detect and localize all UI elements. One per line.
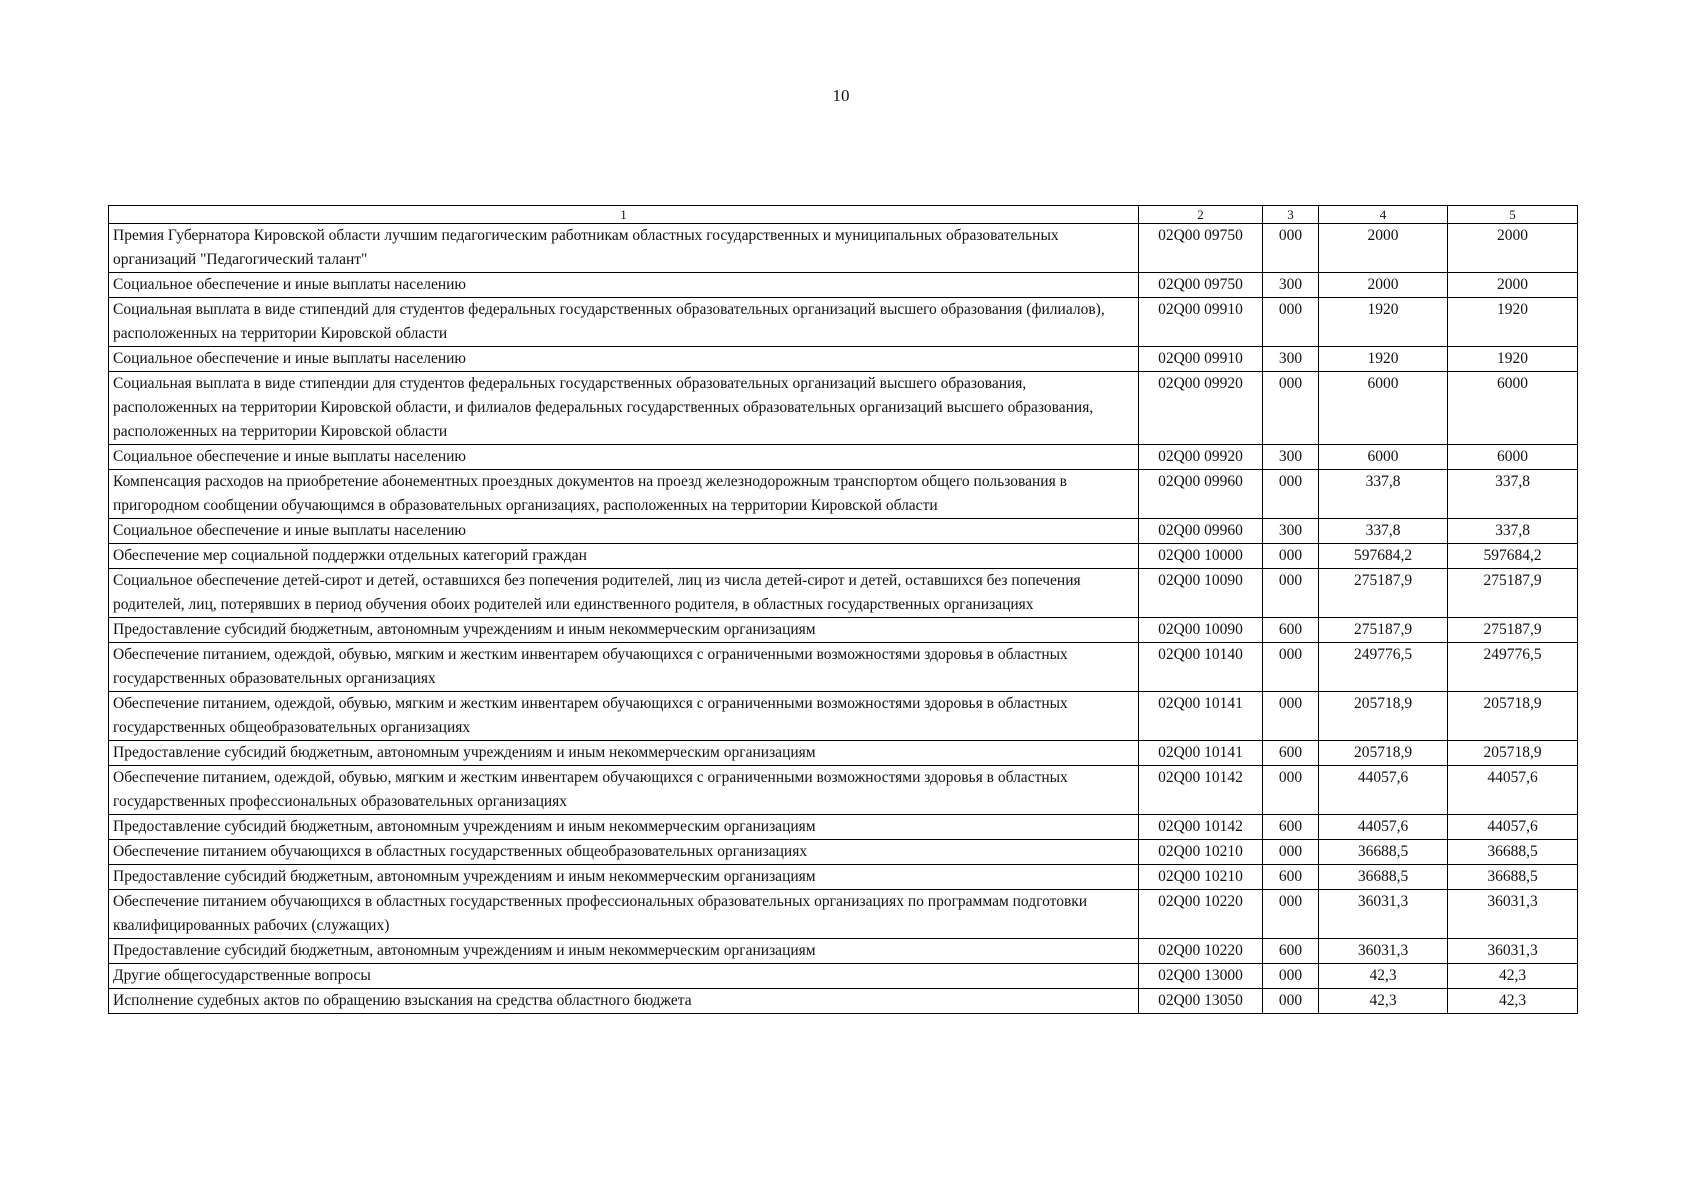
item-name-cell: Предоставление субсидий бюджетным, автономным учреждениям и иным некоммерческим организациям	[109, 815, 1139, 840]
expense-type-cell: 000	[1263, 989, 1319, 1014]
amount-col5-cell: 36688,5	[1448, 840, 1578, 865]
item-name-cell: Социальная выплата в виде стипендии для студентов федеральных государственных образовательных организаций высшего образования, расположенных на территории Кировской области, и филиалов федеральных государственных образовательных организаций высшего образования, расположенных на территории Кировской области	[109, 372, 1139, 445]
table-row	[109, 347, 1578, 372]
budget-code-cell: 02Q00 09960	[1139, 519, 1263, 544]
amount-col5-cell: 275187,9	[1448, 618, 1578, 643]
amount-col5-cell: 249776,5	[1448, 643, 1578, 692]
item-name-cell: Обеспечение питанием, одеждой, обувью, мягким и жестким инвентарем обучающихся с ограниченными возможностями здоровья в областных государственных общеобразовательных организациях	[109, 692, 1139, 741]
amount-col4-cell: 1920	[1319, 347, 1448, 372]
budget-code-cell: 02Q00 10220	[1139, 890, 1263, 939]
table-row	[109, 618, 1578, 643]
table-row	[109, 569, 1578, 618]
amount-col4-cell: 337,8	[1319, 470, 1448, 519]
expense-type-cell: 000	[1263, 544, 1319, 569]
budget-code-cell: 02Q00 10220	[1139, 939, 1263, 964]
table-row	[109, 445, 1578, 470]
budget-code-cell: 02Q00 10142	[1139, 766, 1263, 815]
expense-type-cell: 000	[1263, 224, 1319, 273]
amount-col5-cell: 36688,5	[1448, 865, 1578, 890]
item-name-cell: Исполнение судебных актов по обращению взыскания на средства областного бюджета	[109, 989, 1139, 1014]
amount-col4-cell: 6000	[1319, 445, 1448, 470]
item-name-cell: Предоставление субсидий бюджетным, автономным учреждениям и иным некоммерческим организациям	[109, 865, 1139, 890]
expense-type-cell: 000	[1263, 840, 1319, 865]
column-header-2: 2	[1139, 206, 1263, 224]
budget-code-cell: 02Q00 13000	[1139, 964, 1263, 989]
column-header-3: 3	[1263, 206, 1319, 224]
amount-col5-cell: 42,3	[1448, 964, 1578, 989]
header-row	[109, 206, 1578, 224]
item-name-cell: Социальное обеспечение и иные выплаты населению	[109, 273, 1139, 298]
budget-code-cell: 02Q00 10141	[1139, 741, 1263, 766]
expense-type-cell: 000	[1263, 372, 1319, 445]
expense-type-cell: 000	[1263, 569, 1319, 618]
table-row	[109, 766, 1578, 815]
item-name-cell: Предоставление субсидий бюджетным, автономным учреждениям и иным некоммерческим организациям	[109, 618, 1139, 643]
item-name-cell: Предоставление субсидий бюджетным, автономным учреждениям и иным некоммерческим организациям	[109, 741, 1139, 766]
table-row	[109, 470, 1578, 519]
table-row	[109, 840, 1578, 865]
budget-table	[108, 205, 1578, 1014]
amount-col4-cell: 275187,9	[1319, 569, 1448, 618]
budget-code-cell: 02Q00 10090	[1139, 569, 1263, 618]
item-name-cell: Премия Губернатора Кировской области лучшим педагогическим работникам областных государственных и муниципальных образовательных организаций "Педагогический талант"	[109, 224, 1139, 273]
table-row	[109, 815, 1578, 840]
budget-code-cell: 02Q00 10090	[1139, 618, 1263, 643]
amount-col5-cell: 2000	[1448, 224, 1578, 273]
budget-code-cell: 02Q00 10142	[1139, 815, 1263, 840]
budget-code-cell: 02Q00 09920	[1139, 372, 1263, 445]
table-row	[109, 544, 1578, 569]
table-row	[109, 298, 1578, 347]
item-name-cell: Предоставление субсидий бюджетным, автономным учреждениям и иным некоммерческим организациям	[109, 939, 1139, 964]
item-name-cell: Обеспечение питанием, одеждой, обувью, мягким и жестким инвентарем обучающихся с ограниченными возможностями здоровья в областных государственных профессиональных образовательных организациях	[109, 766, 1139, 815]
table-row	[109, 989, 1578, 1014]
item-name-cell: Компенсация расходов на приобретение абонементных проездных документов на проезд железнодорожным транспортом общего пользования в пригородном сообщении обучающимся в образовательных организациях, расположенных на территории Кировской области	[109, 470, 1139, 519]
expense-type-cell: 000	[1263, 692, 1319, 741]
budget-code-cell: 02Q00 10000	[1139, 544, 1263, 569]
amount-col4-cell: 6000	[1319, 372, 1448, 445]
amount-col5-cell: 1920	[1448, 298, 1578, 347]
amount-col5-cell: 6000	[1448, 372, 1578, 445]
table-row	[109, 890, 1578, 939]
table-row	[109, 939, 1578, 964]
amount-col5-cell: 36031,3	[1448, 939, 1578, 964]
table-row	[109, 224, 1578, 273]
expense-type-cell: 000	[1263, 298, 1319, 347]
amount-col5-cell: 337,8	[1448, 470, 1578, 519]
column-header-5: 5	[1448, 206, 1578, 224]
table-row	[109, 741, 1578, 766]
amount-col5-cell: 42,3	[1448, 989, 1578, 1014]
expense-type-cell: 600	[1263, 865, 1319, 890]
amount-col4-cell: 2000	[1319, 224, 1448, 273]
expense-type-cell: 600	[1263, 618, 1319, 643]
amount-col4-cell: 42,3	[1319, 964, 1448, 989]
expense-type-cell: 600	[1263, 741, 1319, 766]
item-name-cell: Обеспечение мер социальной поддержки отдельных категорий граждан	[109, 544, 1139, 569]
expense-type-cell: 000	[1263, 964, 1319, 989]
item-name-cell: Социальное обеспечение и иные выплаты населению	[109, 445, 1139, 470]
column-header-1: 1	[109, 206, 1139, 224]
amount-col5-cell: 275187,9	[1448, 569, 1578, 618]
amount-col4-cell: 36031,3	[1319, 939, 1448, 964]
amount-col4-cell: 597684,2	[1319, 544, 1448, 569]
expense-type-cell: 600	[1263, 815, 1319, 840]
table-row	[109, 643, 1578, 692]
amount-col5-cell: 597684,2	[1448, 544, 1578, 569]
item-name-cell: Социальное обеспечение детей-сирот и детей, оставшихся без попечения родителей, лиц из числа детей-сирот и детей, оставшихся без попечения родителей, лиц, потерявших в период обучения обоих родителей или единственного родителя, в областных государственных организациях	[109, 569, 1139, 618]
amount-col4-cell: 36031,3	[1319, 890, 1448, 939]
amount-col4-cell: 1920	[1319, 298, 1448, 347]
amount-col4-cell: 2000	[1319, 273, 1448, 298]
amount-col5-cell: 6000	[1448, 445, 1578, 470]
item-name-cell: Обеспечение питанием, одеждой, обувью, мягким и жестким инвентарем обучающихся с ограниченными возможностями здоровья в областных государственных образовательных организациях	[109, 643, 1139, 692]
item-name-cell: Другие общегосударственные вопросы	[109, 964, 1139, 989]
item-name-cell: Социальное обеспечение и иные выплаты населению	[109, 519, 1139, 544]
expense-type-cell: 300	[1263, 519, 1319, 544]
amount-col4-cell: 42,3	[1319, 989, 1448, 1014]
table-row	[109, 273, 1578, 298]
expense-type-cell: 600	[1263, 939, 1319, 964]
budget-code-cell: 02Q00 09750	[1139, 273, 1263, 298]
expense-type-cell: 300	[1263, 273, 1319, 298]
table-row	[109, 519, 1578, 544]
amount-col5-cell: 205718,9	[1448, 692, 1578, 741]
table-row	[109, 865, 1578, 890]
amount-col5-cell: 205718,9	[1448, 741, 1578, 766]
amount-col5-cell: 44057,6	[1448, 815, 1578, 840]
amount-col4-cell: 44057,6	[1319, 766, 1448, 815]
budget-code-cell: 02Q00 09920	[1139, 445, 1263, 470]
amount-col4-cell: 249776,5	[1319, 643, 1448, 692]
item-name-cell: Социальное обеспечение и иные выплаты населению	[109, 347, 1139, 372]
budget-code-cell: 02Q00 09910	[1139, 298, 1263, 347]
expense-type-cell: 000	[1263, 643, 1319, 692]
item-name-cell: Обеспечение питанием обучающихся в областных государственных общеобразовательных организациях	[109, 840, 1139, 865]
expense-type-cell: 000	[1263, 470, 1319, 519]
column-header-4: 4	[1319, 206, 1448, 224]
item-name-cell: Социальная выплата в виде стипендий для студентов федеральных государственных образовательных организаций высшего образования (филиалов), расположенных на территории Кировской области	[109, 298, 1139, 347]
amount-col4-cell: 205718,9	[1319, 741, 1448, 766]
amount-col5-cell: 36031,3	[1448, 890, 1578, 939]
amount-col5-cell: 2000	[1448, 273, 1578, 298]
amount-col4-cell: 337,8	[1319, 519, 1448, 544]
page-number: 10	[832, 86, 850, 105]
budget-code-cell: 02Q00 10140	[1139, 643, 1263, 692]
budget-code-cell: 02Q00 10141	[1139, 692, 1263, 741]
amount-col5-cell: 44057,6	[1448, 766, 1578, 815]
amount-col4-cell: 36688,5	[1319, 840, 1448, 865]
table-body	[109, 224, 1578, 1014]
budget-code-cell: 02Q00 13050	[1139, 989, 1263, 1014]
amount-col4-cell: 205718,9	[1319, 692, 1448, 741]
amount-col4-cell: 275187,9	[1319, 618, 1448, 643]
budget-code-cell: 02Q00 09910	[1139, 347, 1263, 372]
amount-col4-cell: 44057,6	[1319, 815, 1448, 840]
table-row	[109, 964, 1578, 989]
budget-code-cell: 02Q00 10210	[1139, 865, 1263, 890]
budget-code-cell: 02Q00 09750	[1139, 224, 1263, 273]
budget-code-cell: 02Q00 10210	[1139, 840, 1263, 865]
budget-code-cell: 02Q00 09960	[1139, 470, 1263, 519]
amount-col4-cell: 36688,5	[1319, 865, 1448, 890]
expense-type-cell: 300	[1263, 347, 1319, 372]
expense-type-cell: 300	[1263, 445, 1319, 470]
amount-col5-cell: 337,8	[1448, 519, 1578, 544]
expense-type-cell: 000	[1263, 890, 1319, 939]
expense-type-cell: 000	[1263, 766, 1319, 815]
item-name-cell: Обеспечение питанием обучающихся в областных государственных профессиональных образовательных организациях по программам подготовки квалифицированных рабочих (служащих)	[109, 890, 1139, 939]
table-row	[109, 692, 1578, 741]
amount-col5-cell: 1920	[1448, 347, 1578, 372]
table-row	[109, 372, 1578, 445]
